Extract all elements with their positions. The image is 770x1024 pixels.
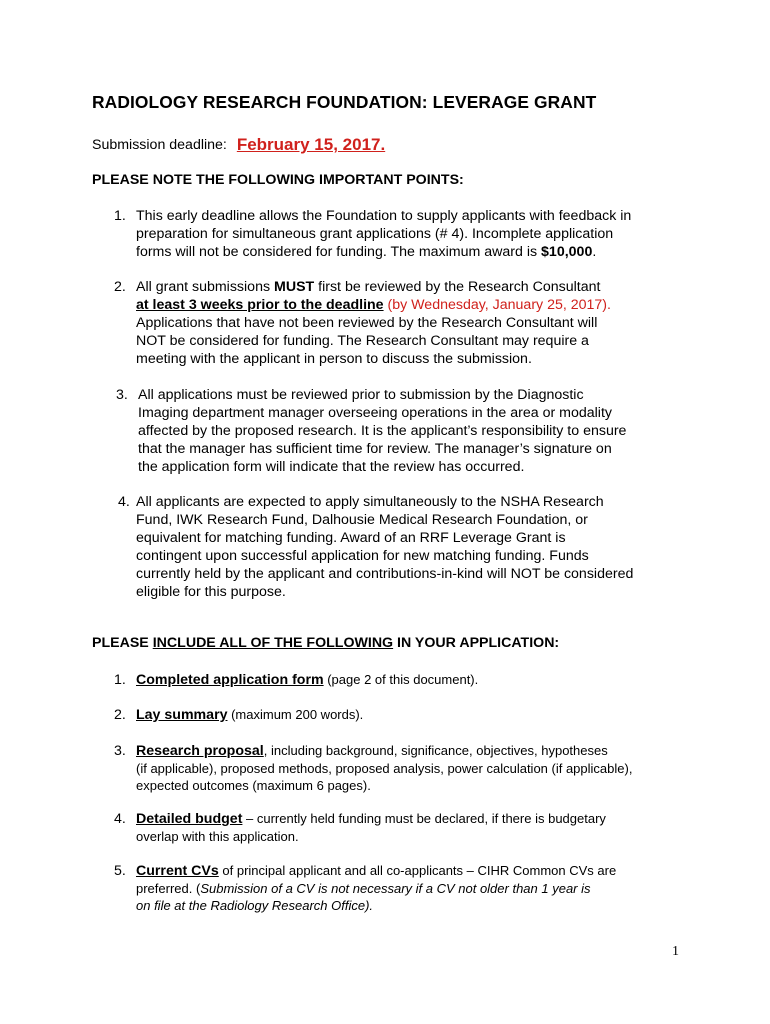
point-text [136,243,631,261]
point-text: currently held by the applicant and contributions-in-kind will NOT be considered [136,566,634,582]
item-label: Current CVs [136,863,219,879]
item-text-italic: on file at the Radiology Research Office). [136,898,374,913]
heading-part: PLEASE [92,635,153,651]
point-text: the application form will indicate that the review has occurred. [138,459,525,475]
item-text-part: of principal applicant and all co-applicants – CIHR Common CVs are [218,863,617,878]
list-number: 5. [114,863,126,879]
list-number: 2. [114,279,126,295]
item-text [136,706,363,724]
heading-emphasis: INCLUDE ALL OF THE FOLLOWING [152,635,394,651]
point-text: eligible for this purpose. [136,584,286,600]
submission-deadline [92,134,385,154]
deadline-date: February 15, 2017. [236,135,386,154]
point-text: contingent upon successful application for new matching funding. Funds [136,548,589,564]
item-text-part: (page 2 of this document). [323,672,479,687]
max-award-amount: $10,000 [541,244,593,260]
item-text: overlap with this application. [136,829,299,844]
point-text: affected by the proposed research. It is the applicant’s responsibility to ensure [138,423,627,439]
item-label: Research proposal [136,743,264,759]
item-text [136,742,632,760]
item-text-part: – currently held funding must be declared, if there is budgetary [242,811,606,826]
item-text [136,880,616,897]
item-text-part: , including background, significance, objectives, hypotheses [263,743,608,758]
item-text-italic: Submission of a CV is not necessary if a CV not older than 1 year is [200,881,591,896]
document-title: RADIOLOGY RESEARCH FOUNDATION: LEVERAGE GRANT [92,92,597,112]
list-number: 2. [114,707,126,723]
item-text [136,862,616,880]
point-text: NOT be considered for funding. The Research Consultant may require a [136,333,589,349]
item-label: Completed application form [136,672,324,688]
item-label: Lay summary [136,707,228,723]
point-text: Fund, IWK Research Fund, Dalhousie Medical Research Foundation, or [136,512,588,528]
page-number: 1 [672,944,679,959]
point-text: equivalent for matching funding. Award of an RRF Leverage Grant is [136,530,566,546]
point-text: that the manager has sufficient time for review. The manager’s signature on [138,441,612,457]
point-text: All applicants are expected to apply simultaneously to the NSHA Research [136,494,604,510]
list-number: 1. [114,672,126,688]
heading-part: IN YOUR APPLICATION: [393,635,560,651]
point-text-part: forms will not be considered for funding. The maximum award is [136,244,542,260]
point-text [136,296,611,314]
point-text [136,278,611,296]
deadline-label: Submission deadline: [92,137,227,153]
point-text: All applications must be reviewed prior to submission by the Diagnostic [138,387,584,403]
list-number: 3. [116,387,128,403]
point-text: meeting with the applicant in person to discuss the submission. [136,351,532,367]
list-number: 4. [118,494,130,510]
point-text-part: . [592,244,597,260]
review-deadline-date: (by Wednesday, January 25, 2017). [383,297,611,313]
point-text-part: All grant submissions [136,279,274,295]
point-text: Applications that have not been reviewed by the Research Consultant will [136,315,598,331]
review-deadline-emphasis: at least 3 weeks prior to the deadline [136,297,384,313]
point-text: Imaging department manager overseeing operations in the area or modality [138,405,612,421]
must-emphasis: MUST [274,279,315,295]
item-text [136,810,606,828]
important-points-heading: PLEASE NOTE THE FOLLOWING IMPORTANT POINTS: [92,172,464,188]
list-number: 1. [114,208,126,224]
point-text: This early deadline allows the Foundation to supply applicants with feedback in [136,208,632,224]
item-text: expected outcomes (maximum 6 pages). [136,778,371,793]
item-label: Detailed budget [136,811,243,827]
point-text-part: first be reviewed by the Research Consultant [314,279,601,295]
point-text: preparation for simultaneous grant applications (# 4). Incomplete application [136,226,614,242]
item-text: (if applicable), proposed methods, proposed analysis, power calculation (if applicable), [136,761,633,776]
include-heading [92,635,559,651]
item-text-part: preferred. ( [136,881,201,896]
item-text-part: (maximum 200 words). [227,707,364,722]
list-number: 3. [114,743,126,759]
item-text [136,897,616,914]
list-number: 4. [114,811,126,827]
item-text [136,671,478,689]
